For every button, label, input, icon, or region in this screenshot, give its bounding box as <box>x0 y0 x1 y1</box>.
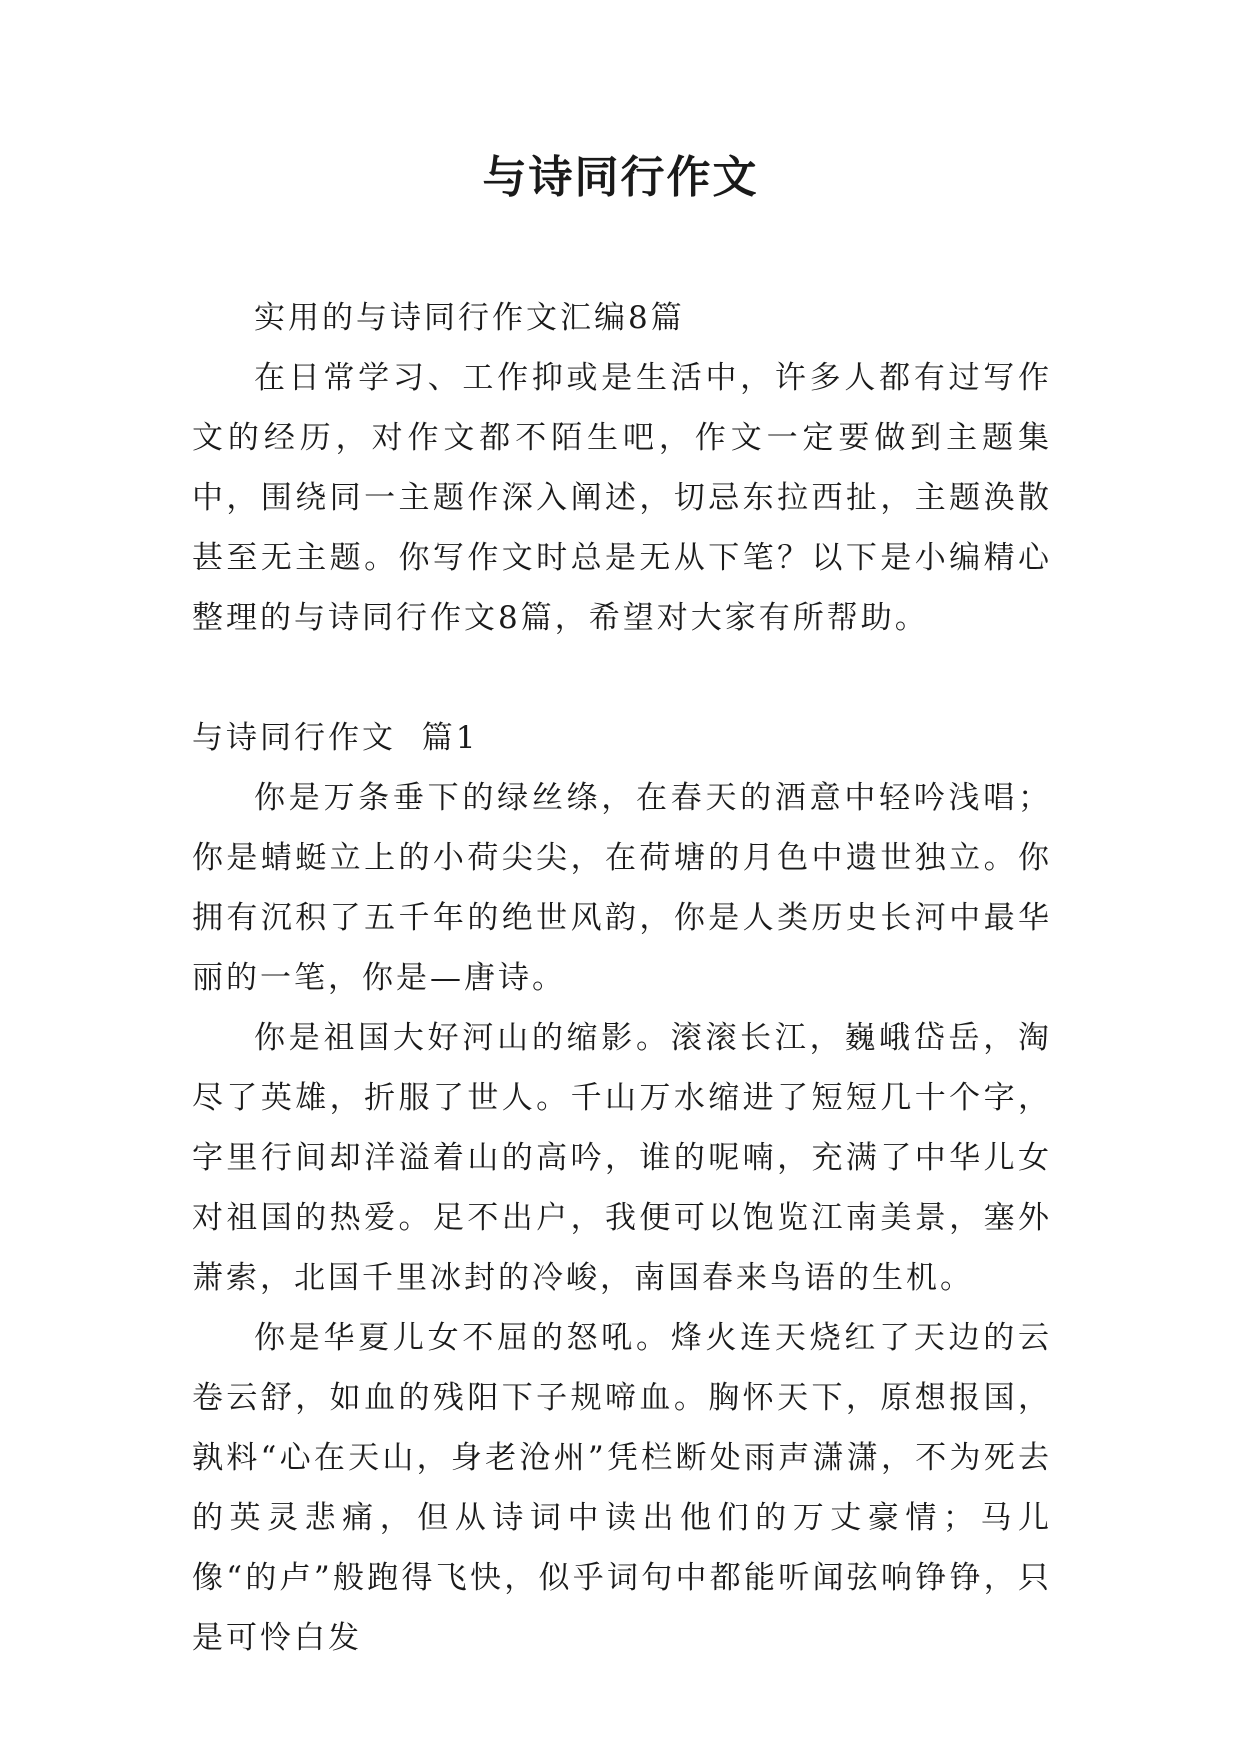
intro-paragraph: 在日常学习、工作抑或是生活中，许多人都有过写作文的经历，对作文都不陌生吧，作文一定要做到主题集中，围绕同一主题作深入阐述，切忌东拉西扯，主题涣散甚至无主题。你写作文时总是无从下笔？以下是小编精心整理的与诗同行作文8篇，希望对大家有所帮助。 <box>192 360 1052 636</box>
section-heading: 与诗同行作文 篇1 <box>192 720 479 756</box>
body-paragraph: 你是华夏儿女不屈的怒吼。烽火连天烧红了天边的云卷云舒，如血的残阳下子规啼血。胸怀天下，原想报国，孰料“心在天山，身老沧州”凭栏断处雨声潇潇，不为死去的英灵悲痛，但从诗词中读出他们的万丈豪情；马儿像“的卢”般跑得飞快，似乎词句中都能听闻弦响铮铮，只是可怜白发 <box>192 1320 1052 1656</box>
document-body <box>192 288 1052 1668</box>
document-subtitle: 实用的与诗同行作文汇编8篇 <box>254 300 685 336</box>
body-paragraph: 你是祖国大好河山的缩影。滚滚长江，巍峨岱岳，淘尽了英雄，折服了世人。千山万水缩进了短短几十个字，字里行间却洋溢着山的高吟，谁的呢喃，充满了中华儿女对祖国的热爱。足不出户，我便可以饱览江南美景，塞外萧索，北国千里冰封的冷峻，南国春来鸟语的生机。 <box>192 1020 1052 1296</box>
document-title: 与诗同行作文 <box>482 152 759 203</box>
body-paragraph: 你是万条垂下的绿丝绦，在春天的酒意中轻吟浅唱；你是蜻蜓立上的小荷尖尖，在荷塘的月色中遗世独立。你拥有沉积了五千年的绝世风韵，你是人类历史长河中最华丽的一笔，你是—唐诗。 <box>192 780 1052 996</box>
